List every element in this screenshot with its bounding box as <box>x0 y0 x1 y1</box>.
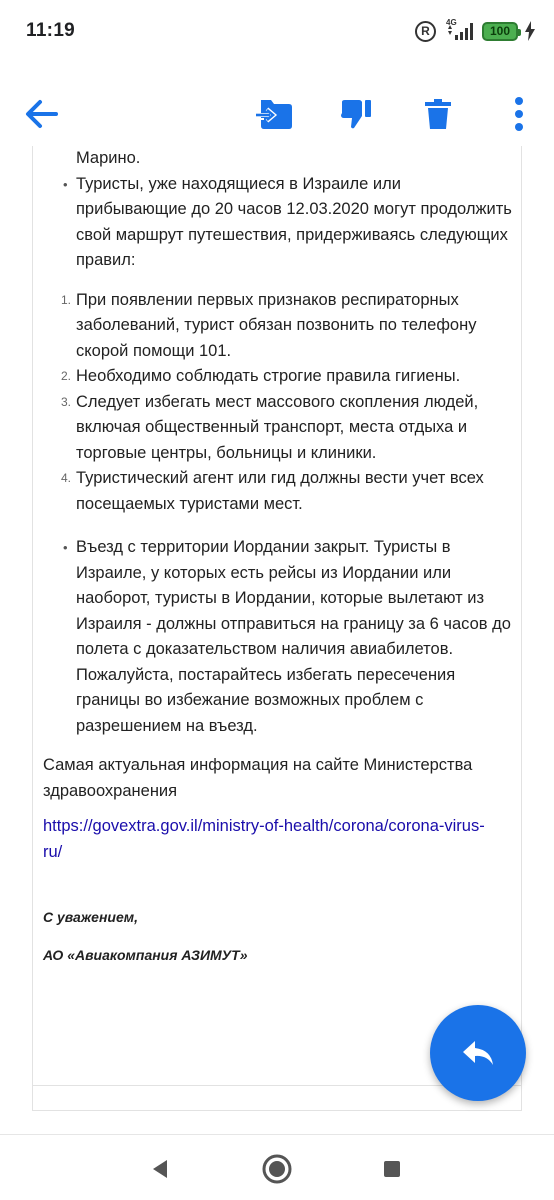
bullet-item: • Въезд с территории Иордании закрыт. Туристы в Израиле, у которых есть рейсы из Иордании или наоборот, туристы в Иордании, которые вылетают из Израиля - должны отправиться на границу за 6 часов до полета с доказательством наличия авиабилетов. Пожалуйста, постарайтесь избегать пересечения границы во избежание возможных проблем с разрешением на въезд. <box>43 535 513 739</box>
system-nav-bar <box>0 1134 554 1200</box>
info-paragraph: Самая актуальная информация на сайте Министерства здравоохранения <box>43 756 473 800</box>
status-time: 11:19 <box>26 20 76 41</box>
email-body <box>43 146 513 968</box>
status-icons <box>415 20 536 42</box>
signal-icon <box>442 20 476 42</box>
rule-item-2 <box>43 364 513 390</box>
arrow-left-icon <box>25 99 59 129</box>
rule-text: Необходимо соблюдать строгие правила гигиены. <box>76 367 461 385</box>
list-marker: 1. <box>61 292 72 307</box>
reply-fab[interactable] <box>430 1005 526 1101</box>
list-marker: 3. <box>61 394 72 409</box>
rule-text: Туристический агент или гид должны вести учет всех посещаемых туристами мест. <box>76 469 484 513</box>
move-to-folder-button[interactable] <box>250 90 298 138</box>
dislike-button[interactable] <box>332 90 380 138</box>
company-signature: АО «Авиакомпания АЗИМУТ» <box>43 946 248 963</box>
more-options-button[interactable] <box>495 90 543 138</box>
back-button[interactable] <box>18 90 66 138</box>
ministry-link[interactable]: https://govextra.gov.il/ministry-of-health/corona/corona-virus-ru/ <box>43 817 485 861</box>
rule-item-3 <box>43 390 513 467</box>
network-type-label: 4G <box>446 18 457 27</box>
rule-item-4 <box>43 466 513 517</box>
rule-text: При появлении первых признаков респираторных заболеваний, турист обязан позвонить по телефону скорой помощи 101. <box>76 290 477 360</box>
list-marker: 2. <box>61 369 72 383</box>
spacer <box>43 517 513 531</box>
delete-button[interactable] <box>414 90 462 138</box>
nav-recents-icon <box>382 1159 402 1179</box>
nav-home-button[interactable] <box>257 1149 297 1189</box>
reply-icon <box>461 1039 495 1067</box>
list-marker: 4. <box>61 471 72 485</box>
email-body-card <box>32 146 522 1086</box>
thumbs-down-icon <box>339 98 373 130</box>
rules-list <box>43 288 513 518</box>
regards-text: С уважением, <box>43 909 138 925</box>
rule-item-1 <box>43 288 513 365</box>
rule-text: Следует избегать мест массового скопления людей, включая общественный транспорт, места отдыха и торговые центры, больницы и клиники. <box>76 392 479 462</box>
nav-back-icon <box>149 1158 171 1180</box>
nav-recents-button[interactable] <box>372 1149 412 1189</box>
move-to-folder-icon <box>255 98 293 130</box>
trash-icon <box>424 98 452 130</box>
more-vert-icon <box>514 97 524 131</box>
divider <box>32 1110 522 1111</box>
text-line: Марино. <box>76 149 141 167</box>
battery-icon: 100 <box>482 22 518 41</box>
bullet-item: • Туристы, уже находящиеся в Израиле или прибывающие до 20 часов 12.03.2020 могут продолжить свой маршрут путешествия, придерживаясь следующих правил: <box>43 172 513 274</box>
nav-back-button[interactable] <box>140 1149 180 1189</box>
charging-icon <box>524 21 536 41</box>
registered-icon: R <box>415 21 436 42</box>
nav-home-icon <box>261 1153 293 1185</box>
app-toolbar <box>0 82 554 146</box>
status-bar <box>0 0 554 64</box>
